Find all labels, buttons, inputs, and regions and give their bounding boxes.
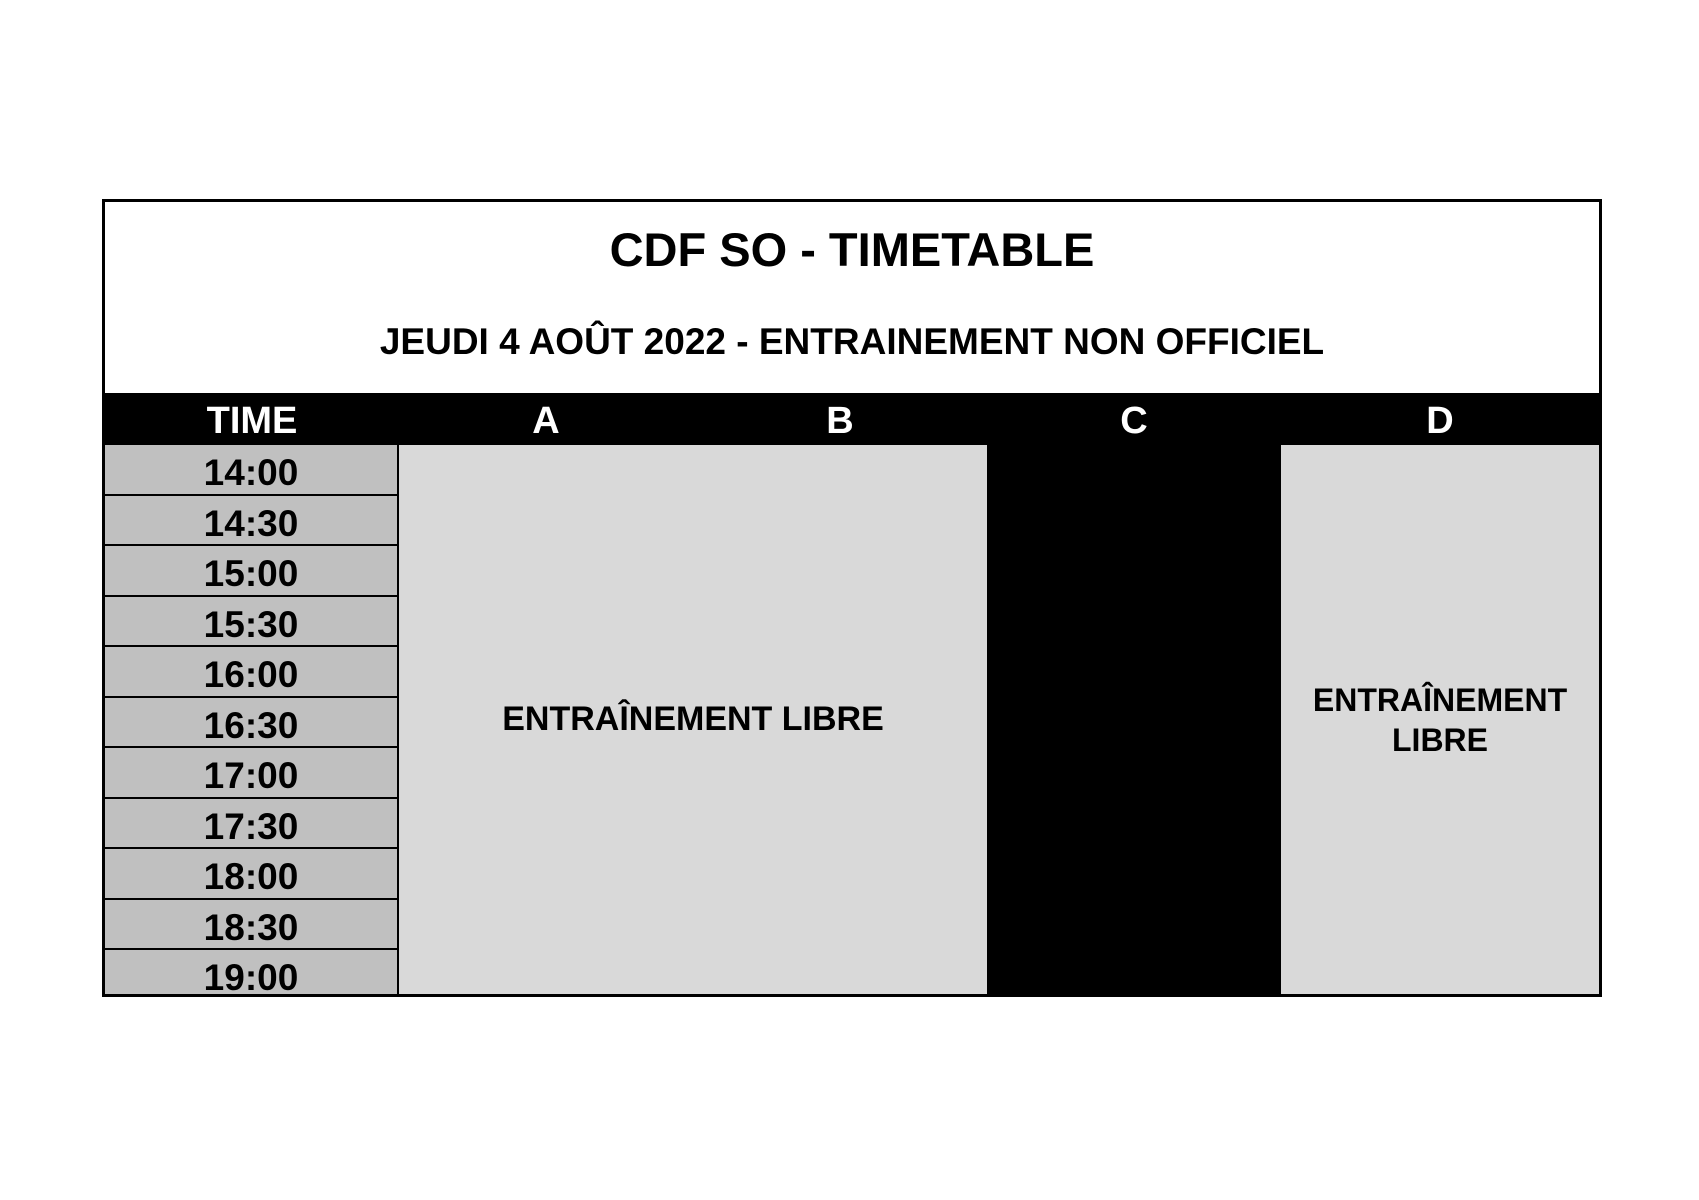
column-header-d: D	[1426, 400, 1454, 442]
time-slot: 15:30	[105, 597, 399, 648]
time-slot: 15:00	[105, 546, 399, 597]
session-label: ENTRAÎNEMENT LIBRE	[502, 700, 884, 738]
column-header-c: C	[1120, 400, 1148, 442]
time-slot: 14:30	[105, 496, 399, 547]
column-header-a: A	[532, 400, 560, 442]
session-label-line-2: LIBRE	[1392, 721, 1488, 758]
page-subtitle: JEUDI 4 AOÛT 2022 - ENTRAINEMENT NON OFFICIEL	[379, 321, 1325, 362]
time-slot: 17:00	[105, 748, 399, 799]
closed-block-c	[987, 445, 1281, 994]
column-header-time: TIME	[206, 400, 298, 442]
time-slot: 16:30	[105, 698, 399, 749]
page-title: CDF SO - TIMETABLE	[609, 223, 1095, 276]
time-slot: 16:00	[105, 647, 399, 698]
time-slot: 18:30	[105, 900, 399, 951]
time-slot: 18:00	[105, 849, 399, 900]
session-label-line-1: ENTRAÎNEMENT	[1312, 681, 1568, 718]
time-slot: 19:00	[105, 950, 399, 994]
time-slot: 17:30	[105, 799, 399, 850]
column-header-row	[105, 393, 1599, 445]
session-block-ab	[399, 445, 987, 994]
session-block-d	[1281, 445, 1599, 994]
timetable	[102, 199, 1602, 997]
column-header-b: B	[826, 400, 854, 442]
time-slot: 14:00	[105, 445, 399, 496]
